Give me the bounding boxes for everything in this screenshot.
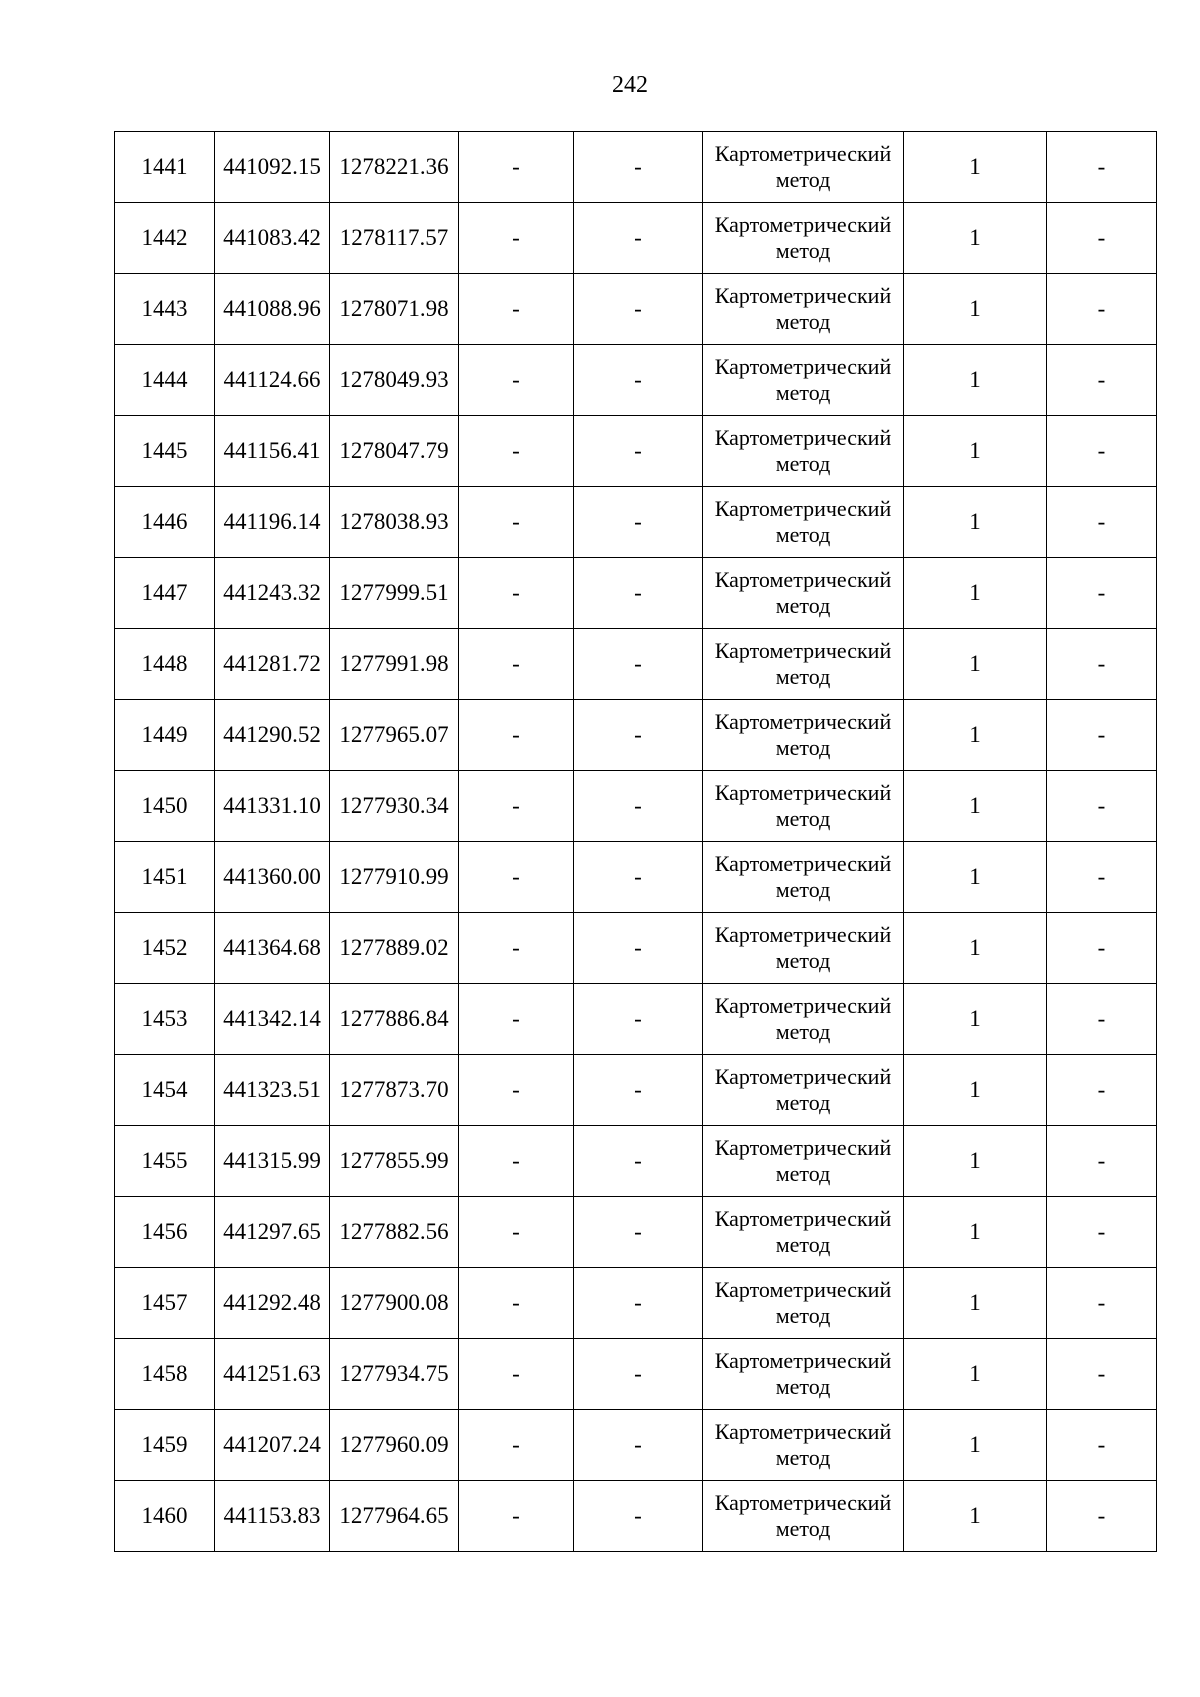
x-coordinate-cell: 441297.65 xyxy=(215,1197,330,1268)
method-line-1: Картометрический xyxy=(714,354,892,379)
column-8-cell: - xyxy=(1047,700,1157,771)
table-row xyxy=(115,1481,1157,1552)
point-number-cell: 1443 xyxy=(115,274,215,345)
column-4-cell: - xyxy=(459,771,574,842)
point-number-cell: 1448 xyxy=(115,629,215,700)
method-cell xyxy=(703,1339,904,1410)
column-7-cell: 1 xyxy=(904,842,1047,913)
column-4-cell: - xyxy=(459,1410,574,1481)
column-5-cell: - xyxy=(574,984,703,1055)
method-line-2: метод xyxy=(775,1516,831,1541)
y-coordinate-cell: 1277886.84 xyxy=(330,984,459,1055)
column-4-cell: - xyxy=(459,132,574,203)
point-number-cell: 1444 xyxy=(115,345,215,416)
column-8-cell: - xyxy=(1047,984,1157,1055)
method-line-2: метод xyxy=(775,877,831,902)
table-row xyxy=(115,700,1157,771)
table-row xyxy=(115,345,1157,416)
method-line-2: метод xyxy=(775,451,831,476)
y-coordinate-cell: 1277999.51 xyxy=(330,558,459,629)
column-8-cell: - xyxy=(1047,1055,1157,1126)
method-line-2: метод xyxy=(775,380,831,405)
point-number-cell: 1441 xyxy=(115,132,215,203)
y-coordinate-cell: 1277900.08 xyxy=(330,1268,459,1339)
column-7-cell: 1 xyxy=(904,629,1047,700)
x-coordinate-cell: 441364.68 xyxy=(215,913,330,984)
method-cell xyxy=(703,1126,904,1197)
column-4-cell: - xyxy=(459,629,574,700)
point-number-cell: 1453 xyxy=(115,984,215,1055)
x-coordinate-cell: 441156.41 xyxy=(215,416,330,487)
column-7-cell: 1 xyxy=(904,1126,1047,1197)
page-number: 242 xyxy=(612,72,648,98)
table-row xyxy=(115,771,1157,842)
column-5-cell: - xyxy=(574,132,703,203)
method-line-1: Картометрический xyxy=(714,993,892,1018)
method-line-1: Картометрический xyxy=(714,425,892,450)
table-row xyxy=(115,132,1157,203)
x-coordinate-cell: 441281.72 xyxy=(215,629,330,700)
x-coordinate-cell: 441290.52 xyxy=(215,700,330,771)
y-coordinate-cell: 1277930.34 xyxy=(330,771,459,842)
x-coordinate-cell: 441315.99 xyxy=(215,1126,330,1197)
column-8-cell: - xyxy=(1047,842,1157,913)
column-8-cell: - xyxy=(1047,274,1157,345)
point-number-cell: 1459 xyxy=(115,1410,215,1481)
method-line-2: метод xyxy=(775,806,831,831)
table-row xyxy=(115,203,1157,274)
column-7-cell: 1 xyxy=(904,1481,1047,1552)
column-7-cell: 1 xyxy=(904,203,1047,274)
column-5-cell: - xyxy=(574,1126,703,1197)
y-coordinate-cell: 1278049.93 xyxy=(330,345,459,416)
x-coordinate-cell: 441124.66 xyxy=(215,345,330,416)
table-row xyxy=(115,1410,1157,1481)
y-coordinate-cell: 1277965.07 xyxy=(330,700,459,771)
method-line-2: метод xyxy=(775,735,831,760)
method-cell xyxy=(703,700,904,771)
column-4-cell: - xyxy=(459,274,574,345)
column-5-cell: - xyxy=(574,416,703,487)
column-8-cell: - xyxy=(1047,1481,1157,1552)
method-cell xyxy=(703,132,904,203)
column-7-cell: 1 xyxy=(904,345,1047,416)
column-7-cell: 1 xyxy=(904,1410,1047,1481)
column-8-cell: - xyxy=(1047,132,1157,203)
x-coordinate-cell: 441092.15 xyxy=(215,132,330,203)
table-row xyxy=(115,913,1157,984)
point-number-cell: 1460 xyxy=(115,1481,215,1552)
column-5-cell: - xyxy=(574,1197,703,1268)
point-number-cell: 1452 xyxy=(115,913,215,984)
column-8-cell: - xyxy=(1047,913,1157,984)
method-line-1: Картометрический xyxy=(714,638,892,663)
method-cell xyxy=(703,771,904,842)
point-number-cell: 1446 xyxy=(115,487,215,558)
x-coordinate-cell: 441323.51 xyxy=(215,1055,330,1126)
column-7-cell: 1 xyxy=(904,274,1047,345)
point-number-cell: 1445 xyxy=(115,416,215,487)
x-coordinate-cell: 441153.83 xyxy=(215,1481,330,1552)
column-7-cell: 1 xyxy=(904,132,1047,203)
method-line-1: Картометрический xyxy=(714,1206,892,1231)
method-line-2: метод xyxy=(775,593,831,618)
y-coordinate-cell: 1278047.79 xyxy=(330,416,459,487)
column-7-cell: 1 xyxy=(904,771,1047,842)
point-number-cell: 1458 xyxy=(115,1339,215,1410)
point-number-cell: 1454 xyxy=(115,1055,215,1126)
x-coordinate-cell: 441196.14 xyxy=(215,487,330,558)
y-coordinate-cell: 1278038.93 xyxy=(330,487,459,558)
y-coordinate-cell: 1277882.56 xyxy=(330,1197,459,1268)
column-4-cell: - xyxy=(459,558,574,629)
method-line-2: метод xyxy=(775,1232,831,1257)
method-line-1: Картометрический xyxy=(714,212,892,237)
method-line-2: метод xyxy=(775,167,831,192)
column-5-cell: - xyxy=(574,203,703,274)
method-line-1: Картометрический xyxy=(714,1277,892,1302)
method-cell xyxy=(703,558,904,629)
table-row xyxy=(115,558,1157,629)
method-cell xyxy=(703,203,904,274)
x-coordinate-cell: 441083.42 xyxy=(215,203,330,274)
method-line-1: Картометрический xyxy=(714,496,892,521)
column-5-cell: - xyxy=(574,1481,703,1552)
column-8-cell: - xyxy=(1047,1197,1157,1268)
column-4-cell: - xyxy=(459,416,574,487)
column-5-cell: - xyxy=(574,558,703,629)
column-5-cell: - xyxy=(574,913,703,984)
table-row xyxy=(115,1055,1157,1126)
point-number-cell: 1451 xyxy=(115,842,215,913)
method-line-2: метод xyxy=(775,238,831,263)
method-cell xyxy=(703,416,904,487)
point-number-cell: 1449 xyxy=(115,700,215,771)
y-coordinate-cell: 1277889.02 xyxy=(330,913,459,984)
column-7-cell: 1 xyxy=(904,984,1047,1055)
point-number-cell: 1455 xyxy=(115,1126,215,1197)
column-5-cell: - xyxy=(574,274,703,345)
method-cell xyxy=(703,274,904,345)
column-4-cell: - xyxy=(459,203,574,274)
table-row xyxy=(115,416,1157,487)
method-cell xyxy=(703,1055,904,1126)
method-cell xyxy=(703,1268,904,1339)
column-4-cell: - xyxy=(459,487,574,558)
y-coordinate-cell: 1277934.75 xyxy=(330,1339,459,1410)
column-4-cell: - xyxy=(459,1197,574,1268)
column-5-cell: - xyxy=(574,700,703,771)
method-line-2: метод xyxy=(775,1090,831,1115)
column-7-cell: 1 xyxy=(904,416,1047,487)
x-coordinate-cell: 441207.24 xyxy=(215,1410,330,1481)
point-number-cell: 1442 xyxy=(115,203,215,274)
column-4-cell: - xyxy=(459,1268,574,1339)
column-7-cell: 1 xyxy=(904,558,1047,629)
coordinates-table xyxy=(114,131,1157,1552)
column-7-cell: 1 xyxy=(904,1055,1047,1126)
y-coordinate-cell: 1277960.09 xyxy=(330,1410,459,1481)
column-5-cell: - xyxy=(574,842,703,913)
column-8-cell: - xyxy=(1047,1410,1157,1481)
table-row xyxy=(115,842,1157,913)
method-cell xyxy=(703,1481,904,1552)
table-row xyxy=(115,274,1157,345)
point-number-cell: 1457 xyxy=(115,1268,215,1339)
point-number-cell: 1447 xyxy=(115,558,215,629)
table-row xyxy=(115,1197,1157,1268)
column-4-cell: - xyxy=(459,1481,574,1552)
column-5-cell: - xyxy=(574,629,703,700)
column-4-cell: - xyxy=(459,1339,574,1410)
method-line-2: метод xyxy=(775,1303,831,1328)
method-line-1: Картометрический xyxy=(714,1348,892,1373)
method-line-1: Картометрический xyxy=(714,1490,892,1515)
method-line-1: Картометрический xyxy=(714,1135,892,1160)
column-4-cell: - xyxy=(459,700,574,771)
method-cell xyxy=(703,842,904,913)
method-line-1: Картометрический xyxy=(714,1064,892,1089)
table-row xyxy=(115,1126,1157,1197)
column-4-cell: - xyxy=(459,842,574,913)
x-coordinate-cell: 441251.63 xyxy=(215,1339,330,1410)
y-coordinate-cell: 1277910.99 xyxy=(330,842,459,913)
y-coordinate-cell: 1277873.70 xyxy=(330,1055,459,1126)
method-line-1: Картометрический xyxy=(714,141,892,166)
column-8-cell: - xyxy=(1047,487,1157,558)
point-number-cell: 1456 xyxy=(115,1197,215,1268)
method-line-2: метод xyxy=(775,1445,831,1470)
column-8-cell: - xyxy=(1047,1126,1157,1197)
method-cell xyxy=(703,1197,904,1268)
table-row xyxy=(115,984,1157,1055)
method-line-1: Картометрический xyxy=(714,851,892,876)
column-5-cell: - xyxy=(574,1410,703,1481)
x-coordinate-cell: 441342.14 xyxy=(215,984,330,1055)
x-coordinate-cell: 441243.32 xyxy=(215,558,330,629)
column-4-cell: - xyxy=(459,345,574,416)
method-line-1: Картометрический xyxy=(714,709,892,734)
x-coordinate-cell: 441360.00 xyxy=(215,842,330,913)
x-coordinate-cell: 441331.10 xyxy=(215,771,330,842)
method-cell xyxy=(703,629,904,700)
x-coordinate-cell: 441088.96 xyxy=(215,274,330,345)
column-8-cell: - xyxy=(1047,771,1157,842)
method-cell xyxy=(703,913,904,984)
column-8-cell: - xyxy=(1047,345,1157,416)
method-line-1: Картометрический xyxy=(714,1419,892,1444)
method-line-1: Картометрический xyxy=(714,922,892,947)
column-8-cell: - xyxy=(1047,1268,1157,1339)
column-4-cell: - xyxy=(459,1055,574,1126)
y-coordinate-cell: 1277855.99 xyxy=(330,1126,459,1197)
column-5-cell: - xyxy=(574,487,703,558)
column-5-cell: - xyxy=(574,1055,703,1126)
table-row xyxy=(115,629,1157,700)
method-line-2: метод xyxy=(775,1019,831,1044)
method-line-2: метод xyxy=(775,309,831,334)
y-coordinate-cell: 1278221.36 xyxy=(330,132,459,203)
method-line-1: Картометрический xyxy=(714,567,892,592)
method-line-2: метод xyxy=(775,1374,831,1399)
table-row xyxy=(115,1268,1157,1339)
y-coordinate-cell: 1278117.57 xyxy=(330,203,459,274)
method-line-2: метод xyxy=(775,522,831,547)
column-7-cell: 1 xyxy=(904,1268,1047,1339)
column-4-cell: - xyxy=(459,913,574,984)
column-4-cell: - xyxy=(459,1126,574,1197)
table-row xyxy=(115,1339,1157,1410)
column-8-cell: - xyxy=(1047,558,1157,629)
table-body xyxy=(115,132,1157,1552)
x-coordinate-cell: 441292.48 xyxy=(215,1268,330,1339)
column-7-cell: 1 xyxy=(904,1197,1047,1268)
method-line-2: метод xyxy=(775,948,831,973)
column-8-cell: - xyxy=(1047,1339,1157,1410)
method-cell xyxy=(703,984,904,1055)
column-4-cell: - xyxy=(459,984,574,1055)
y-coordinate-cell: 1278071.98 xyxy=(330,274,459,345)
column-8-cell: - xyxy=(1047,203,1157,274)
column-5-cell: - xyxy=(574,345,703,416)
column-7-cell: 1 xyxy=(904,487,1047,558)
column-7-cell: 1 xyxy=(904,1339,1047,1410)
method-line-1: Картометрический xyxy=(714,780,892,805)
y-coordinate-cell: 1277991.98 xyxy=(330,629,459,700)
column-7-cell: 1 xyxy=(904,700,1047,771)
method-cell xyxy=(703,1410,904,1481)
column-5-cell: - xyxy=(574,1339,703,1410)
y-coordinate-cell: 1277964.65 xyxy=(330,1481,459,1552)
column-7-cell: 1 xyxy=(904,913,1047,984)
method-line-2: метод xyxy=(775,1161,831,1186)
method-line-1: Картометрический xyxy=(714,283,892,308)
column-5-cell: - xyxy=(574,771,703,842)
point-number-cell: 1450 xyxy=(115,771,215,842)
column-5-cell: - xyxy=(574,1268,703,1339)
method-cell xyxy=(703,487,904,558)
table-row xyxy=(115,487,1157,558)
column-8-cell: - xyxy=(1047,629,1157,700)
method-cell xyxy=(703,345,904,416)
column-8-cell: - xyxy=(1047,416,1157,487)
method-line-2: метод xyxy=(775,664,831,689)
